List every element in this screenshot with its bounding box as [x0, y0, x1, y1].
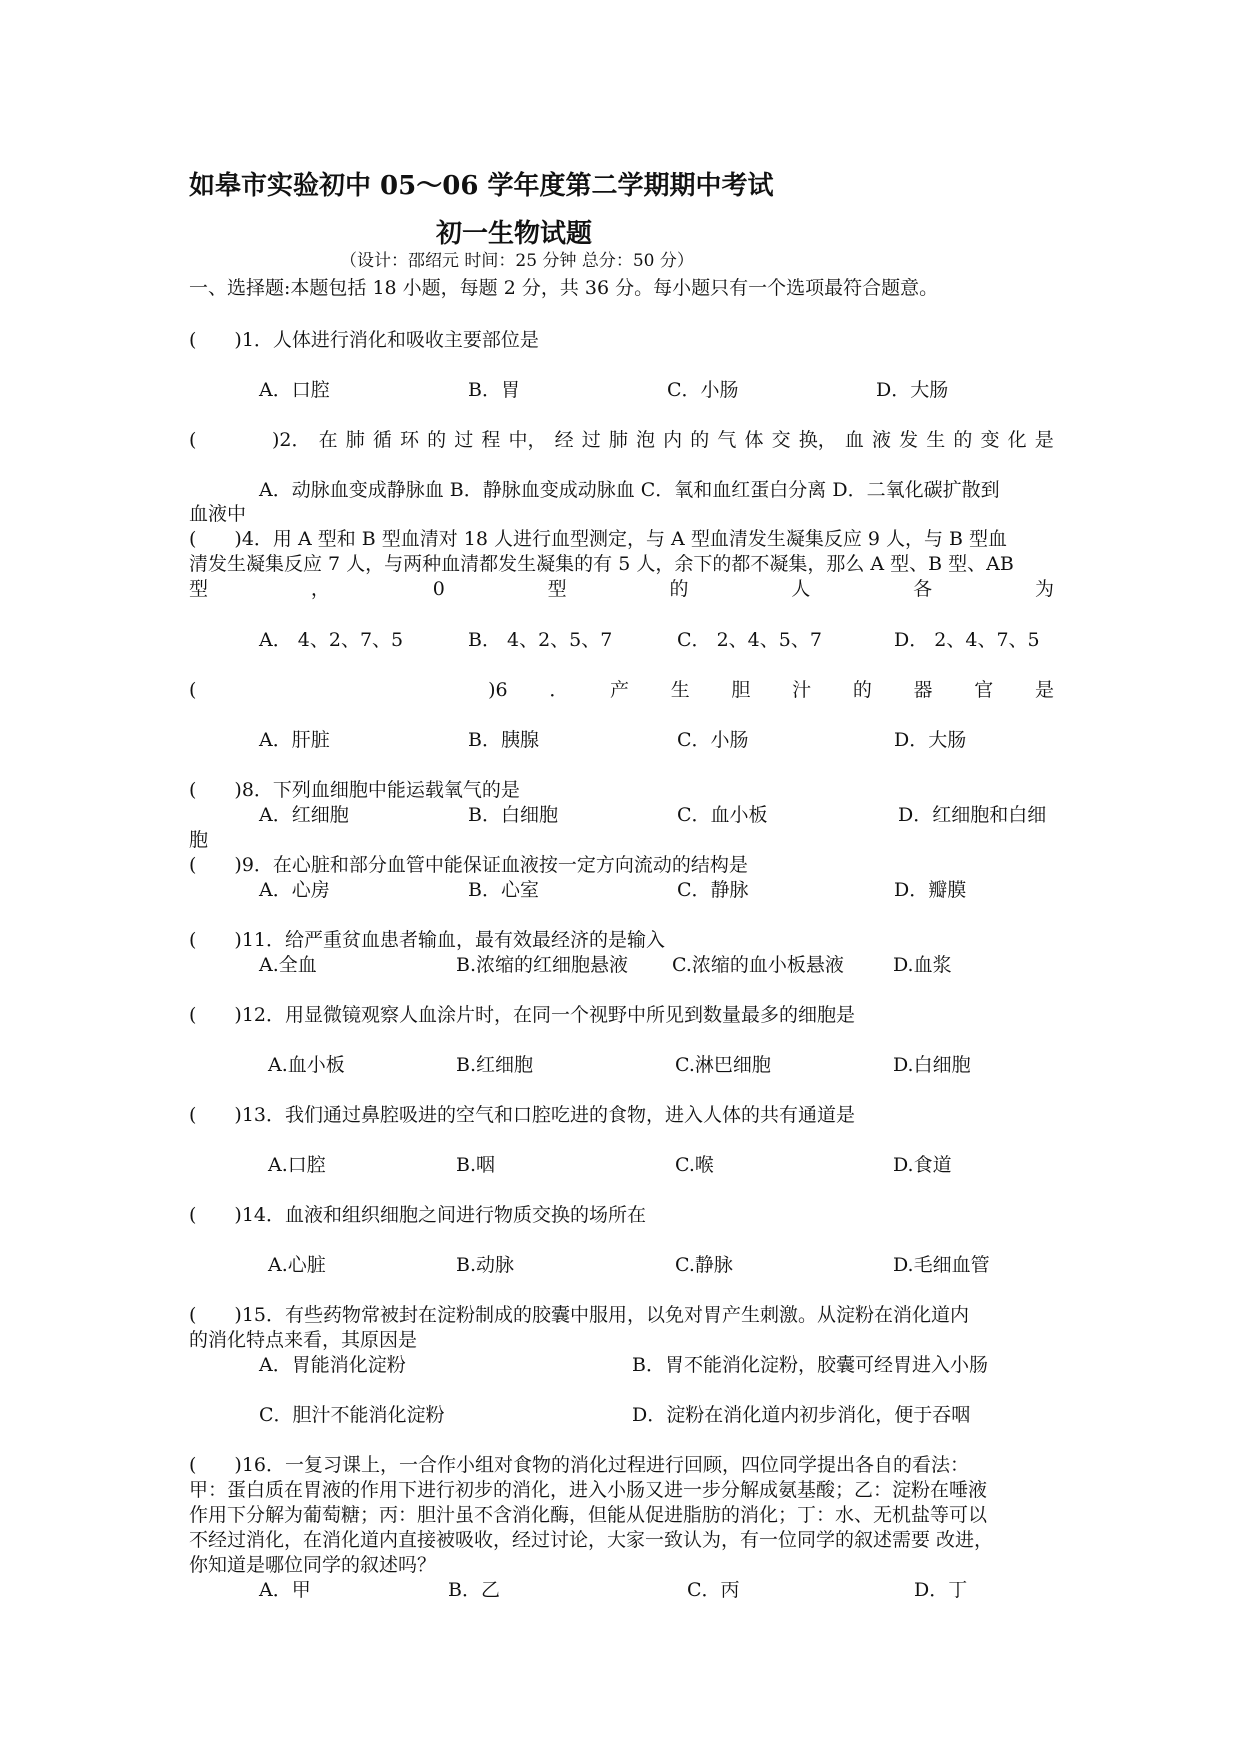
q14-option-b: B.动脉: [456, 1254, 515, 1276]
question-2-stem: [272, 428, 1054, 452]
q2-word: 环: [400, 429, 420, 451]
q4-option-b: B． 4、2、5、7: [468, 629, 613, 651]
q16-option-d: D．丁: [914, 1579, 968, 1601]
q9-option-a: A．心房: [259, 879, 330, 901]
q2-word: 内: [663, 429, 683, 451]
q14-option-d: D.毛细血管: [893, 1254, 990, 1276]
q14-option-a: A.心脏: [268, 1254, 326, 1276]
q14-option-c: C.静脉: [675, 1254, 733, 1276]
q6-word: 器: [913, 679, 933, 701]
question-9-stem: ( )9．在心脏和部分血管中能保证血液按一定方向流动的结构是: [189, 854, 748, 876]
q4-word: 各: [913, 578, 933, 600]
q8-option-c: C．血小板: [677, 804, 768, 826]
q12-option-d: D.白细胞: [893, 1054, 971, 1076]
q13-option-c: C.喉: [675, 1154, 714, 1176]
q6-word: 产: [610, 679, 630, 701]
q6-number: )6: [488, 679, 508, 701]
q9-option-c: C．静脉: [677, 879, 749, 901]
q6-word: 胆: [731, 679, 751, 701]
question-4-line3: [189, 577, 1054, 601]
question-16-line3: 作用下分解为葡萄糖；丙：胆汁虽不含消化酶，但能从促进脂肪的消化；丁：水、无机盐等可以: [189, 1504, 988, 1526]
q2-word: 的: [690, 429, 710, 451]
q2-word: 是: [1034, 429, 1054, 451]
question-4-line2: 清发生凝集反应 7 人，与两种血清都发生凝集的有 5 人，余下的都不凝集，那么 A 型、B 型、AB: [189, 553, 1014, 575]
q2-paren: (: [189, 429, 197, 451]
q15-option-c: C．胆汁不能消化淀粉: [259, 1404, 445, 1426]
q12-option-b: B.红细胞: [456, 1054, 534, 1076]
q4-word: 为: [1034, 578, 1054, 600]
q6-word: 是: [1034, 679, 1054, 701]
q16-option-c: C．丙: [687, 1579, 740, 1601]
q2-word: 中，: [508, 429, 547, 451]
q6-word: 官: [974, 679, 994, 701]
q2-number: )2．: [272, 429, 311, 451]
question-14-stem: ( )14．血液和组织细胞之间进行物质交换的场所在: [189, 1204, 647, 1226]
q1-option-c: C．小肠: [667, 379, 739, 401]
q13-option-d: D.食道: [893, 1154, 952, 1176]
q8-option-b: B．白细胞: [468, 804, 558, 826]
q2-options: A．动脉血变成静脉血 B．静脉血变成动脉血 C．氧和血红蛋白分离 D．二氧化碳扩散到: [259, 479, 1000, 501]
q15-option-b: B．胃不能消化淀粉，胶囊可经胃进入小肠: [632, 1354, 988, 1376]
q4-option-a: A． 4、2、7、5: [259, 629, 404, 651]
q2-word: 程: [481, 429, 501, 451]
q2-word: 的: [953, 429, 973, 451]
q2-word: 化: [1007, 429, 1027, 451]
q6-word: 汁: [792, 679, 812, 701]
q4-word: 0: [432, 578, 445, 600]
question-6-stem: [189, 678, 1054, 702]
q2-word: 发: [899, 429, 919, 451]
question-8-stem: ( )8．下列血细胞中能运载氧气的是: [189, 779, 520, 801]
exam-info: （设计：邵绍元 时间：25 分钟 总分：50 分）: [340, 251, 694, 271]
question-16-line5: 你知道是哪位同学的叙述吗？: [189, 1554, 437, 1576]
q11-option-d: D.血浆: [893, 954, 952, 976]
q12-option-a: A.血小板: [268, 1054, 345, 1076]
q16-option-a: A．甲: [259, 1579, 311, 1601]
question-15-line1: ( )15．有些药物常被封在淀粉制成的胶囊中服用，以免对胃产生刺激。从淀粉在消化道内: [189, 1304, 970, 1326]
page-subtitle: 初一生物试题: [436, 219, 593, 249]
q4-option-c: C． 2、4、5、7: [677, 629, 822, 651]
q6-option-b: B．胰腺: [468, 729, 539, 751]
q9-option-b: B．心室: [468, 879, 539, 901]
q2-word: 变: [980, 429, 1000, 451]
q11-option-a: A.全血: [259, 954, 317, 976]
q2-word: 过: [454, 429, 474, 451]
q6-option-c: C．小肠: [677, 729, 749, 751]
q2-word: 体: [744, 429, 764, 451]
question-1-stem: ( )1．人体进行消化和吸收主要部位是: [189, 329, 539, 351]
q13-option-b: B.咽: [456, 1154, 496, 1176]
q12-option-c: C.淋巴细胞: [675, 1054, 771, 1076]
q2-word: 交: [771, 429, 791, 451]
q2-word: 循: [372, 429, 392, 451]
q8-option-a: A．红细胞: [259, 804, 349, 826]
q4-word: 型: [189, 578, 209, 600]
q15-option-d: D．淀粉在消化道内初步消化，便于吞咽: [632, 1404, 971, 1426]
q6-option-a: A．肝脏: [259, 729, 330, 751]
q1-option-a: A．口腔: [259, 379, 330, 401]
q2-options-cont: 血液中: [189, 503, 247, 525]
page-title: 如皋市实验初中 05～06 学年度第二学期期中考试: [189, 171, 774, 201]
q2-word: 液: [872, 429, 892, 451]
question-4-line1: ( )4．用 A 型和 B 型血清对 18 人进行血型测定，与 A 型血清发生凝集反应 9 人，与 B 型血: [189, 528, 1008, 550]
q6-word: 的: [852, 679, 872, 701]
q6-option-d: D．大肠: [894, 729, 967, 751]
q1-option-d: D．大肠: [876, 379, 949, 401]
q2-word: 肺: [608, 429, 628, 451]
question-12-stem: ( )12．用显微镜观察人血涂片时，在同一个视野中所见到数量最多的细胞是: [189, 1004, 856, 1026]
q11-option-b: B.浓缩的红细胞悬液: [456, 954, 629, 976]
q6-word: (: [189, 679, 197, 701]
q13-option-a: A.口腔: [268, 1154, 326, 1176]
q4-word: 人: [791, 578, 811, 600]
q4-word: ，: [310, 578, 330, 600]
q8-option-d-cont: 胞: [189, 829, 209, 851]
q2-word: 生: [926, 429, 946, 451]
question-16-line2: 甲：蛋白质在胃液的作用下进行初步的消化，进入小肠又进一步分解成氨基酸；乙：淀粉在唾液: [189, 1479, 988, 1501]
q6-word: ．: [549, 679, 569, 701]
question-16-line4: 不经过消化，在消化道内直接被吸收，经过讨论，大家一致认为，有一位同学的叙述需要 改进，: [189, 1529, 994, 1551]
q1-option-b: B．胃: [468, 379, 520, 401]
q4-word: 型: [547, 578, 567, 600]
q4-option-d: D． 2、4、7、5: [894, 629, 1040, 651]
q15-option-a: A．胃能消化淀粉: [259, 1354, 406, 1376]
section-heading: 一、选择题:本题包括 18 小题，每题 2 分，共 36 分。每小题只有一个选项最符合题意。: [189, 277, 939, 299]
question-15-line2: 的消化特点来看，其原因是: [189, 1329, 418, 1351]
q11-option-c: C.浓缩的血小板悬液: [672, 954, 844, 976]
q16-option-b: B．乙: [448, 1579, 500, 1601]
q2-word: 血: [844, 429, 864, 451]
q2-word: 气: [717, 429, 737, 451]
q2-word: 换，: [798, 429, 837, 451]
q2-word: 肺: [345, 429, 365, 451]
q9-option-d: D．瓣膜: [894, 879, 967, 901]
q2-word: 经: [554, 429, 574, 451]
q2-word: 过: [581, 429, 601, 451]
q2-word: 泡: [636, 429, 656, 451]
question-16-line1: ( )16．一复习课上，一合作小组对食物的消化过程进行回顾，四位同学提出各自的看法：: [189, 1454, 970, 1476]
question-11-stem: ( )11．给严重贫血患者输血，最有效最经济的是输入: [189, 929, 666, 951]
q2-word: 在: [318, 429, 338, 451]
question-13-stem: ( )13．我们通过鼻腔吸进的空气和口腔吃进的食物，进入人体的共有通道是: [189, 1104, 856, 1126]
q8-option-d: D．红细胞和白细: [898, 804, 1047, 826]
q4-word: 的: [669, 578, 689, 600]
q2-word: 的: [427, 429, 447, 451]
q6-word: 生: [670, 679, 690, 701]
